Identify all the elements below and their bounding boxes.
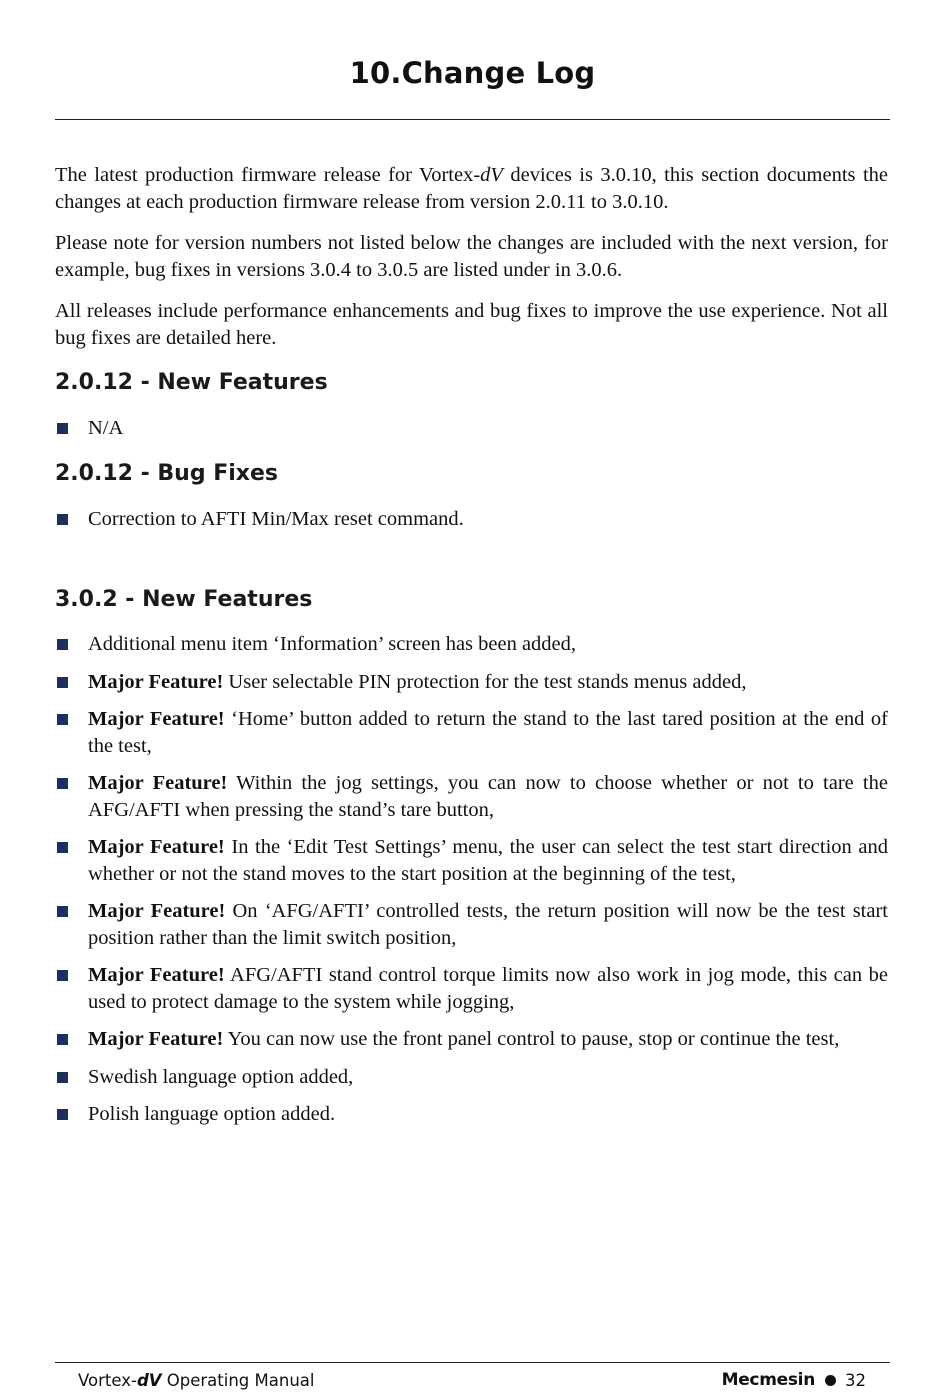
footer-product-prefix: Vortex- [78,1371,137,1390]
list-item [55,669,888,696]
major-feature-label: Major Feature! [88,772,228,794]
chapter-title: 10.Change Log [349,56,596,90]
square-bullet-icon [57,842,68,853]
intro-paragraph-3: All releases include performance enhancements and bug fixes to improve the use experience. Not all bug fixes are detailed here. [55,300,888,349]
page-content [55,162,888,1128]
major-feature-label: Major Feature! [88,836,225,858]
footer-manual-suffix: Operating Manual [161,1371,315,1390]
list-item [55,1101,888,1128]
list-item-text: User selectable PIN protection for the test stands menus added, [223,670,747,693]
square-bullet-icon [57,1109,68,1120]
list-item-text: ‘Home’ button added to return the stand to the last tared position at the end of the test, [88,708,888,757]
list-item-text: Within the jog settings, you can now to choose whether or not to tare the AFG/AFTI when pressing the stand’s tare button, [88,772,888,821]
major-feature-label: Major Feature! [88,670,224,693]
footer-divider [55,1362,890,1363]
footer-manual-title [78,1371,314,1390]
list-item [55,898,888,951]
page-number: 32 [845,1370,866,1390]
square-bullet-icon [57,677,68,688]
list-item [55,770,888,823]
square-bullet-icon [57,1034,68,1045]
square-bullet-icon [57,1072,68,1083]
list-item [55,962,888,1015]
list-item [55,1026,888,1053]
list-item-text: AFG/AFTI stand control torque limits now also work in jog mode, this can be used to protect damage to the system while jogging, [88,964,888,1013]
list-item-text: You can now use the front panel control to pause, stop or continue the test, [223,1028,840,1050]
list-item [55,706,888,759]
intro-p1-after: devices is 3.0.10, this section documents the changes at each production firmware release from version 2.0.11 to 3.0.10. [55,164,888,213]
list-3-0-2-new-features [55,631,888,1128]
footer-brand-block [722,1370,866,1390]
square-bullet-icon [57,423,68,434]
brand-logo-text: Mecmesin [721,1370,815,1390]
list-item-text: In the ‘Edit Test Settings’ menu, the user can select the test start direction and whether or not the stand moves to the start position at the beginning of the test, [88,836,888,885]
list-item [55,1064,888,1091]
list-item-text: Additional menu item ‘Information’ screen has been added, [88,633,577,655]
major-feature-label: Major Feature! [88,964,225,986]
list-item [55,834,888,887]
list-item-text: On ‘AFG/AFTI’ controlled tests, the return position will now be the test start position rather than the limit switch position, [88,900,888,949]
intro-paragraph-1 [55,162,888,215]
list-item-text: Swedish language option added, [88,1065,354,1088]
section-heading-2-0-12-bug-fixes: 2.0.12 - Bug Fixes [55,460,279,486]
list-item-text: Polish language option added. [88,1103,336,1125]
intro-paragraph-2: Please note for version numbers not listed below the changes are included with the next version, for example, bug fixes in versions 3.0.4 to 3.0.5 are listed under in 3.0.6. [55,232,888,281]
list-item-text: Correction to AFTI Min/Max reset command. [88,507,464,530]
list-item [55,631,888,658]
list-item-text: N/A [88,417,124,439]
square-bullet-icon [57,906,68,917]
major-feature-label: Major Feature! [88,708,225,730]
square-bullet-icon [57,970,68,981]
list-item [55,506,888,533]
list-2-0-12-bug-fixes [55,506,888,533]
footer-product-italic: dV [136,1371,162,1390]
square-bullet-icon [57,778,68,789]
major-feature-label: Major Feature! [88,1028,224,1050]
intro-p1-before: The latest production firmware release for Vortex- [55,164,481,186]
major-feature-label: Major Feature! [88,900,226,922]
list-item [55,415,888,442]
section-heading-3-0-2-new-features: 3.0.2 - New Features [55,587,313,612]
section-heading-2-0-12-new-features: 2.0.12 - New Features [55,370,328,395]
product-name-italic: dV [480,164,503,186]
square-bullet-icon [57,714,68,725]
list-2-0-12-new-features [55,415,888,442]
bullet-dot-icon [825,1375,836,1386]
title-divider [55,119,890,120]
square-bullet-icon [57,639,68,650]
square-bullet-icon [57,514,68,525]
